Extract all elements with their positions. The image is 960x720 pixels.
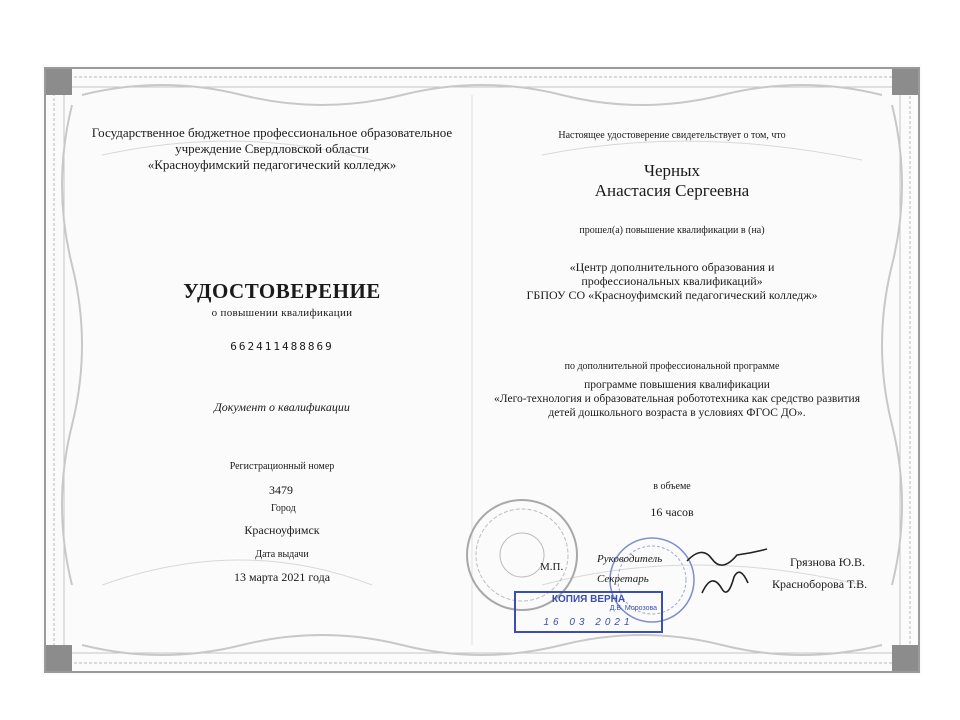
signatures	[682, 543, 772, 603]
org-line-1: «Центр дополнительного образования и	[569, 260, 775, 274]
stamp-place-label: М.П.	[540, 561, 564, 573]
holder-surname: Черных	[643, 161, 701, 180]
city-label: Город	[271, 503, 296, 514]
institution-name	[82, 125, 462, 173]
holder-given-names: Анастасия Сергеевна	[594, 181, 750, 200]
volume-hours: 16 часов	[650, 505, 694, 519]
document-subtitle: о повышении квалификации	[211, 307, 353, 319]
head-name: Грязнова Ю.В.	[790, 555, 866, 569]
head-role: Руководитель	[597, 553, 663, 565]
secretary-name: Красноборова Т.В.	[772, 577, 868, 591]
passed-text: прошел(а) повышение квалификации в (на)	[579, 225, 765, 236]
issue-date-label: Дата выдачи	[255, 549, 309, 560]
org-line-2: профессиональных квалификаций»	[581, 274, 763, 288]
training-organization	[482, 260, 862, 302]
document-type: Документ о квалификации	[214, 400, 350, 414]
copy-stamp-header: КОПИЯ ВЕРНА	[551, 594, 626, 605]
serial-number: 662411488869	[230, 340, 334, 353]
document-title: УДОСТОВЕРЕНИЕ	[183, 279, 381, 303]
org-line-3: ГБПОУ СО «Красноуфимский педагогический колледж»	[526, 288, 818, 302]
reg-number: 3479	[269, 483, 293, 497]
issue-date: 13 марта 2021 года	[233, 570, 331, 584]
reg-number-label: Регистрационный номер	[229, 461, 335, 472]
program-name	[472, 378, 882, 420]
certificate-sheet	[42, 65, 922, 675]
copy-stamp-signer: Д.В. Морозова	[609, 605, 657, 612]
program-line-2: «Лего-технология и образовательная робототехника как средство развития	[494, 393, 860, 405]
program-line-3: детей дошкольного возраста в условиях ФГОС ДО».	[548, 407, 806, 419]
volume-label: в объеме	[653, 481, 691, 492]
institution-line-2: учреждение Свердловской области	[175, 141, 369, 156]
institution-line-3: «Красноуфимский педагогический колледж»	[147, 157, 397, 172]
copy-certified-stamp	[514, 591, 663, 633]
secretary-role: Секретарь	[597, 573, 649, 585]
program-line-1: программе повышения квалификации	[584, 379, 770, 391]
copy-stamp-date: 16 03 2021	[543, 617, 634, 628]
city: Красноуфимск	[244, 523, 320, 537]
institution-line-1: Государственное бюджетное профессиональное образовательное	[91, 125, 453, 140]
certifies-text: Настоящее удостоверение свидетельствует о том, что	[558, 130, 786, 141]
program-intro: по дополнительной профессиональной программе	[564, 361, 780, 372]
